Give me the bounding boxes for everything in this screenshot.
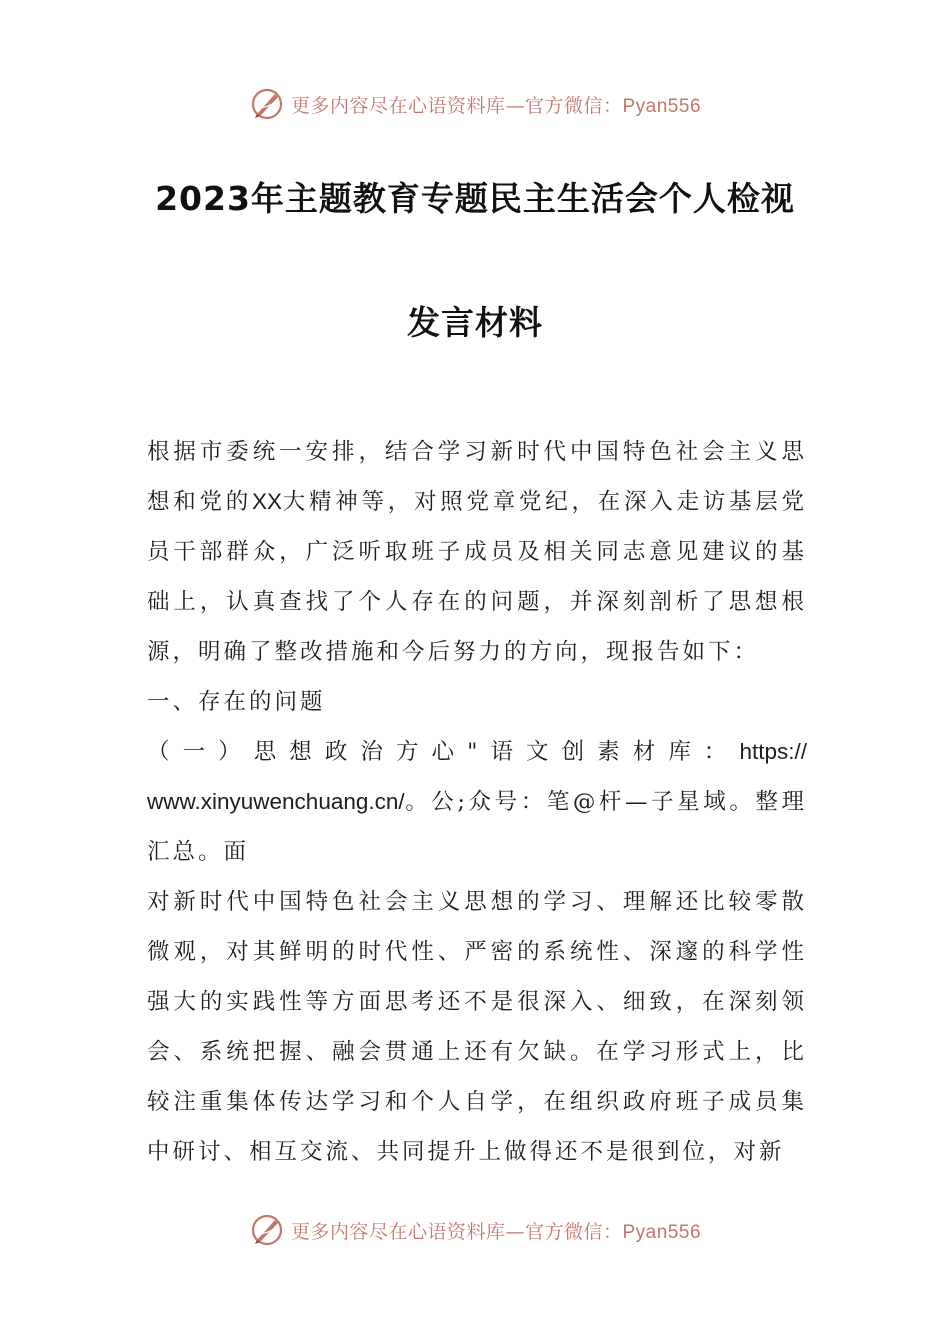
- body-paragraph-2: 对新时代中国特色社会主义思想的学习、理解还比较零散微观，对其鲜明的时代性、严密的系统性、深邃的科学性强大的实践性等方面思考还不是很深入、细致，在深刻领会、系统把握、融会贯通上还有欠缺。在学习形式上，比较注重集体传达学习和个人自学，在组织政府班子成员集中研讨、相互交流、共同提升上做得还不是很到位，对新: [147, 889, 807, 1165]
- intro-paragraph: 根据市委统一安排，结合学习新时代中国特色社会主义思想和党的XX大精神等，对照党章党纪，在深入走访基层党员干部群众，广泛听取班子成员及相关同志意见建议的基础上，认真查找了个人存在的问题，并深刻剖析了思想根源，明确了整改措施和今后努力的方向，现报告如下：: [147, 439, 807, 665]
- subsection-heading-1: （一）思想政治方心"语文创素材库：https://: [147, 739, 807, 765]
- watermark-header: [0, 82, 950, 126]
- subsection-heading-1-cont: www.xinyuwenchuang.cn/。公;众号：笔@杆—子星域。整理汇总。面: [147, 789, 807, 865]
- document-title-line1: 2023年主题教育专题民主生活会个人检视: [155, 179, 795, 218]
- section-heading-problems: 一、存在的问题: [147, 689, 326, 715]
- watermark-text: 更多内容尽在心语资料库—官方微信：Pyan556: [290, 94, 702, 117]
- document-title-line2: 发言材料: [407, 303, 543, 342]
- watermark-wechat-id: Pyan556: [622, 95, 702, 117]
- pen-logo-icon: [249, 1212, 285, 1248]
- watermark-wechat-id: Pyan556: [622, 1221, 702, 1243]
- watermark-footer: [0, 1208, 950, 1252]
- document-body: [147, 427, 807, 1177]
- watermark-text: 更多内容尽在心语资料库—官方微信：Pyan556: [290, 1220, 702, 1243]
- pen-logo-icon: [249, 86, 285, 122]
